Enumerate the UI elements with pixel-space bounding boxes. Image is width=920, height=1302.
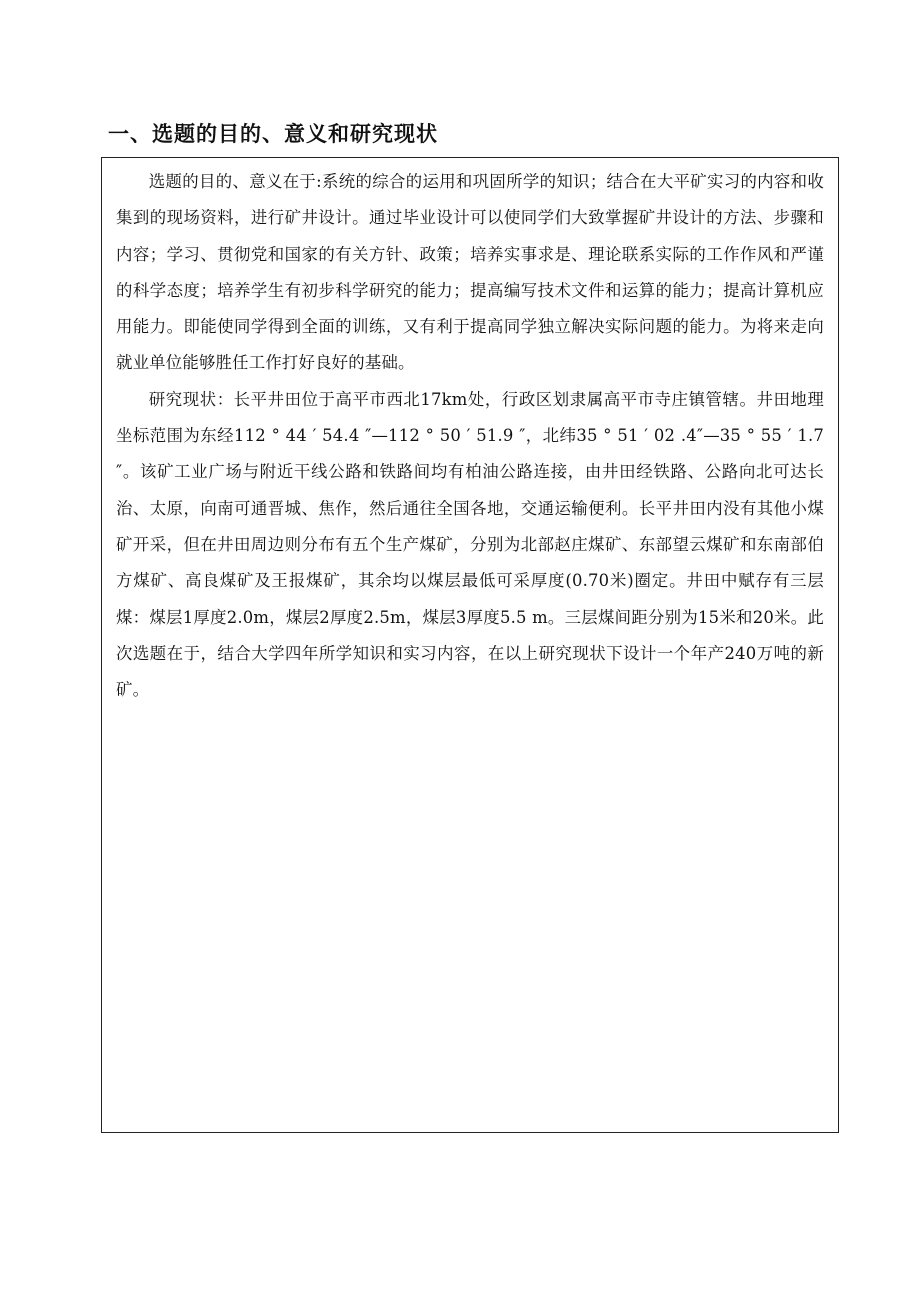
content-box bbox=[101, 157, 839, 1133]
purpose-paragraph: 选题的目的、意义在于:系统的综合的运用和巩固所学的知识；结合在大平矿实习的内容和收集到的现场资料，进行矿井设计。通过毕业设计可以使同学们大致掌握矿井设计的方法、步骤和内容；学习、贯彻党和国家的有关方针、政策；培养实事求是、理论联系实际的工作作风和严谨的科学态度；培养学生有初步科学研究的能力；提高编写技术文件和运算的能力；提高计算机应用能力。即能使同学得到全面的训练，又有利于提高同学独立解决实际问题的能力。为将来走向就业单位能够胜任工作打好良好的基础。 bbox=[116, 172, 824, 373]
section-heading: 一、选题的目的、意义和研究现状 bbox=[108, 122, 438, 146]
research-status-paragraph: 研究现状：长平井田位于高平市西北17km处，行政区划隶属高平市寺庄镇管辖。井田地理坐标范围为东经112 ° 44 ′ 54.4 ″—112 ° 50 ′ 51.9 ″，北纬35 ° 51 ′ 02 .4″—35 ° 55 ′ 1.7 ″。该矿工业广场与附近干线公路和铁路间均有柏油公路连接，由井田经铁路、公路向北可达长治、太原，向南可通晋城、焦作，然后通往全国各地，交通运输便利。长平井田内没有其他小煤矿开采，但在井田周边则分布有五个生产煤矿，分别为北部赵庄煤矿、东部望云煤矿和东南部伯方煤矿、高良煤矿及王报煤矿，其余均以煤层最低可采厚度(0.70米)圈定。井田中赋存有三层煤：煤层1厚度2.0m，煤层2厚度2.5m，煤层3厚度5.5 m。三层煤间距分别为15米和20米。此次选题在于，结合大学四年所学知识和实习内容，在以上研究现状下设计一个年产240万吨的新矿。 bbox=[116, 389, 824, 700]
